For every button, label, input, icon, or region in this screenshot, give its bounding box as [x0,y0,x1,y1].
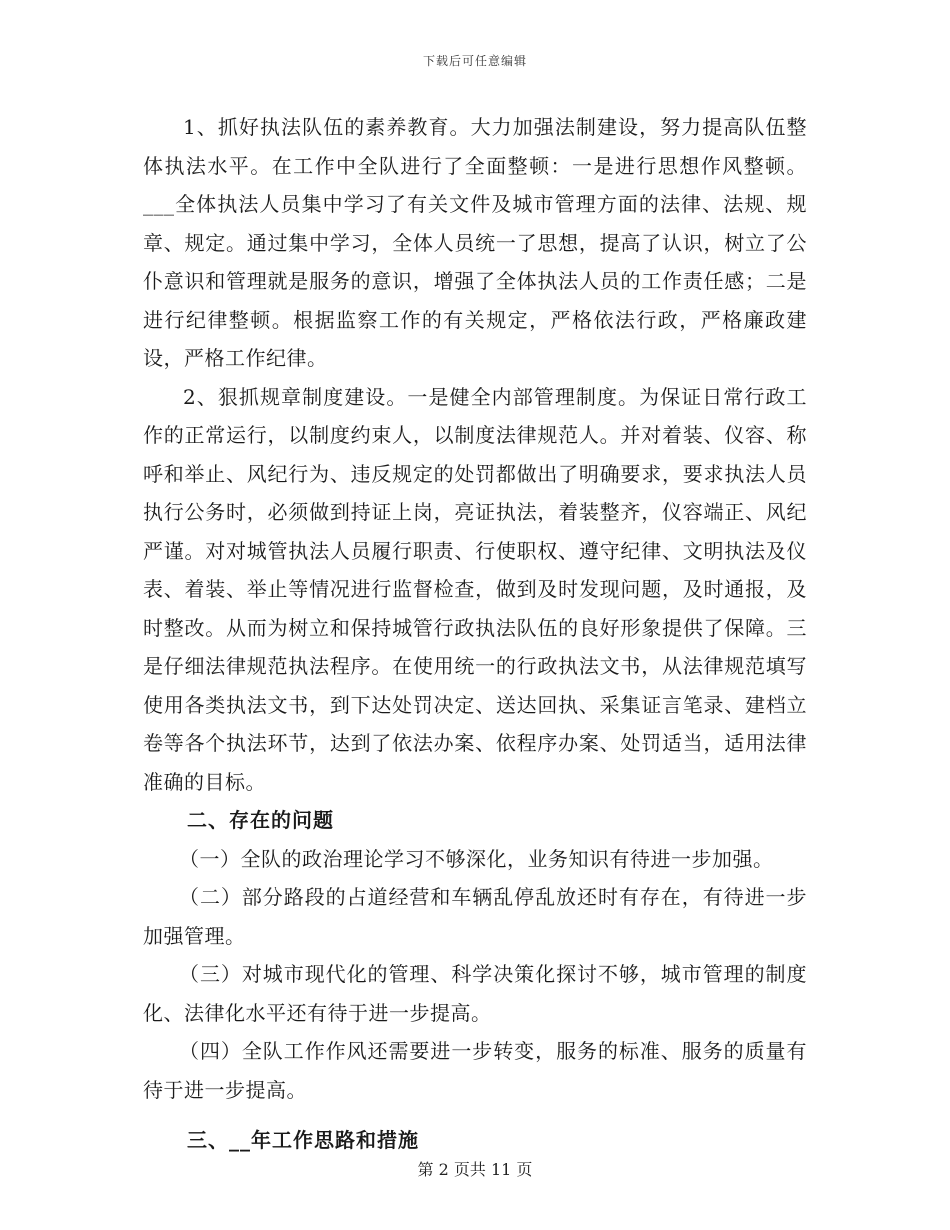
problem-item-4: （四）全队工作作风还需要进一步转变，服务的标准、服务的质量有待于进一步提高。 [143,1039,807,1102]
problem-item-2: （二）部分路段的占道经营和车辆乱停乱放还时有存在，有待进一步加强管理。 [143,885,807,948]
paragraph-rules-system: 2、狠抓规章制度建设。一是健全内部管理制度。为保证日常行政工作的正常运行，以制度约束人，以制度法律规范人。并对着装、仪容、称呼和举止、风纪行为、违反规定的处罚都做出了明确要求，要求执法人员执行公务时，必须做到持证上岗，亮证执法，着装整齐，仪容端正、风纪严谨。对对城管执法人员履行职责、行使职权、遵守纪律、文明执法及仪表、着装、举止等情况进行监督检查，做到及时发现问题，及时通报，及时整改。从而为树立和保持城管行政执法队伍的良好形象提供了保障。三是仔细法律规范执法程序。在使用统一的行政执法文书，从法律规范填写使用各类执法文书，到下达处罚决定、送达回执、采集证言笔录、建档立卷等各个执法环节，达到了依法办案、依程序办案、处罚适当，适用法律准确的目标。 [143,384,807,794]
document-body [143,108,807,1160]
page-number: 第 2 页共 11 页 [417,1160,533,1179]
problem-item-1: （一）全队的政治理论学习不够深化，业务知识有待进一步加强。 [179,846,774,871]
problem-item-3: （三）对城市现代化的管理、科学决策化探讨不够，城市管理的制度化、法律化水平还有待于进一步提高。 [143,962,807,1025]
page-header-note: 下载后可任意编辑 [422,54,527,68]
paragraph-team-education: 1、抓好执法队伍的素养教育。大力加强法制建设，努力提高队伍整体执法水平。在工作中全队进行了全面整顿：一是进行思想作风整顿。___全体执法人员集中学习了有关文件及城市管理方面的法律、法规、规章、规定。通过集中学习，全体人员统一了思想，提高了认识，树立了公仆意识和管理就是服务的意识，增强了全体执法人员的工作责任感；二是进行纪律整顿。根据监察工作的有关规定，严格依法行政，严格廉政建设，严格工作纪律。 [143,115,807,370]
section-heading-plans: 三、__年工作思路和措施 [187,1128,419,1152]
section-heading-problems: 二、存在的问题 [187,808,334,832]
